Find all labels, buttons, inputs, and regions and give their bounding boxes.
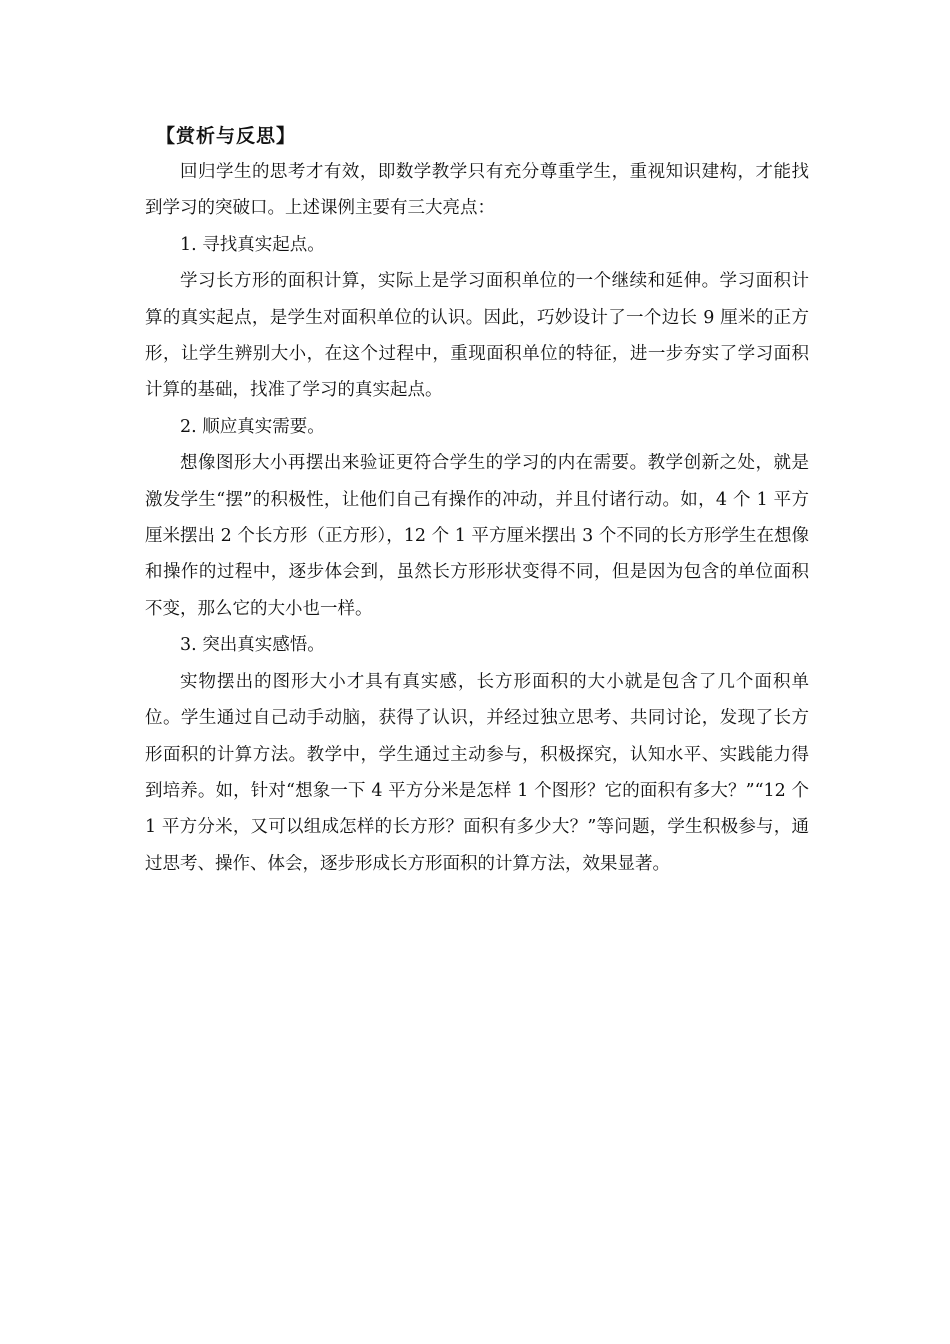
point-2-title: 2. 顺应真实需要。 xyxy=(180,416,325,437)
point-1-title: 1. 寻找真实起点。 xyxy=(180,234,325,255)
intro-paragraph: 回归学生的思考才有效，即数学教学只有充分尊重学生，重视知识建构，才能找到学习的突破口。上述课例主要有三大亮点： xyxy=(145,162,809,219)
point-3-title: 3. 突出真实感悟。 xyxy=(180,635,325,656)
point-1-body: 学习长方形的面积计算，实际上是学习面积单位的一个继续和延伸。学习面积计算的真实起点，是学生对面积单位的认识。因此，巧妙设计了一个边长 9 厘米的正方形，让学生辨别大小，在这个过程中，重现面积单位的特征，进一步夯实了学习面积计算的基础，找准了学习的真实起点。 xyxy=(145,271,809,401)
section-heading: 【赏析与反思】 xyxy=(156,125,297,147)
document-page xyxy=(145,118,809,882)
point-3-body: 实物摆出的图形大小才具有真实感，长方形面积的大小就是包含了几个面积单位。学生通过自己动手动脑，获得了认识，并经过独立思考、共同讨论，发现了长方形面积的计算方法。教学中，学生通过主动参与，积极探究，认知水平、实践能力得到培养。如，针对“想象一下 4 平方分米是怎样 1 个图形？它的面积有多大？”“12 个 1 平方分米，又可以组成怎样的长方形？面积有多少大？”等问题，学生积极参与，通过思考、操作、体会，逐步形成长方形面积的计算方法，效果显著。 xyxy=(145,671,809,874)
point-2-body: 想像图形大小再摆出来验证更符合学生的学习的内在需要。教学创新之处，就是激发学生“摆”的积极性，让他们自己有操作的冲动，并且付诸行动。如，4 个 1 平方厘米摆出 2 个长方形（正方形），12 个 1 平方厘米摆出 3 个不同的长方形学生在想像和操作的过程中，逐步体会到，虽然长方形形状变得不同，但是因为包含的单位面积不变，那么它的大小也一样。 xyxy=(145,453,809,619)
